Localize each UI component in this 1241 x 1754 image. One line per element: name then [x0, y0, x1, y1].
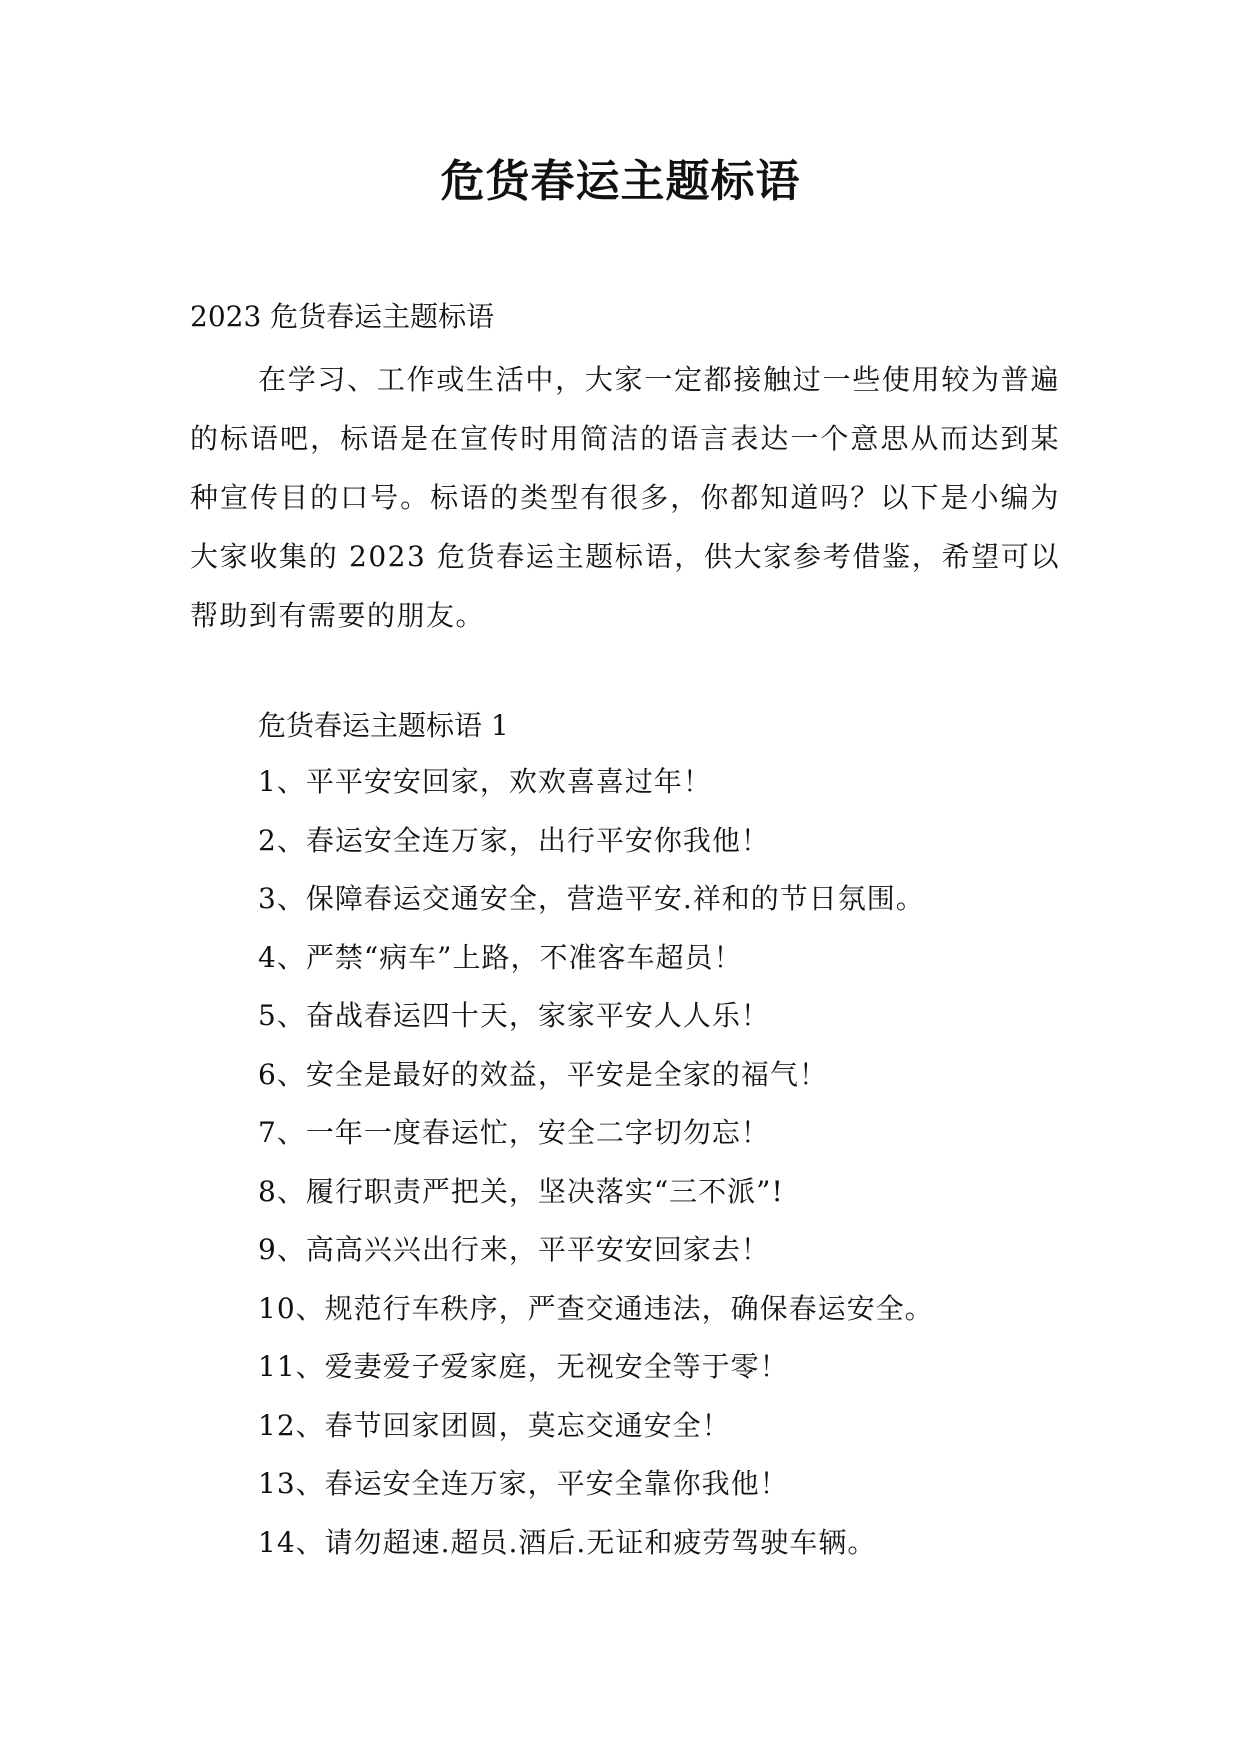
- slogan-item: 10、规范行车秩序，严查交通违法，确保春运安全。: [258, 1291, 934, 1325]
- slogan-list: [258, 758, 934, 1577]
- slogan-item: 4、严禁“病车”上路，不准客车超员！: [258, 940, 743, 974]
- slogan-item: 13、春运安全连万家，平安全靠你我他！: [258, 1467, 789, 1500]
- slogan-item: 5、奋战春运四十天，家家平安人人乐！: [258, 999, 770, 1032]
- slogan-item: 12、春节回家团圆，莫忘交通安全！: [258, 1408, 731, 1442]
- slogan-item: 14、请勿超速.超员.酒后.无证和疲劳驾驶车辆。: [258, 1525, 877, 1559]
- section-heading: 危货春运主题标语 1: [258, 709, 509, 742]
- slogan-item: 3、保障春运交通安全，营造平安.祥和的节日氛围。: [258, 882, 925, 915]
- slogan-item: 1、平平安安回家，欢欢喜喜过年！: [258, 765, 712, 798]
- slogan-item: 2、春运安全连万家，出行平安你我他！: [258, 823, 770, 857]
- slogan-item: 7、一年一度春运忙，安全二字切勿忘！: [258, 1116, 770, 1149]
- slogan-item: 6、安全是最好的效益，平安是全家的福气！: [258, 1057, 828, 1091]
- slogan-item: 9、高高兴兴出行来，平平安安回家去！: [258, 1233, 770, 1266]
- document-subtitle: 2023 危货春运主题标语: [190, 300, 495, 333]
- slogan-item: 8、履行职责严把关，坚决落实“三不派”!: [258, 1174, 784, 1208]
- intro-paragraph: 在学习、工作或生活中，大家一定都接触过一些使用较为普遍的标语吧，标语是在宣传时用简洁的语言表达一个意思从而达到某种宣传目的口号。标语的类型有很多，你都知道吗？以下是小编为大家收集的 2023 危货春运主题标语，供大家参考借鉴，希望可以帮助到有需要的朋友。: [190, 363, 1060, 632]
- slogan-item: 11、爱妻爱子爱家庭，无视安全等于零！: [258, 1350, 789, 1383]
- document-title: 危货春运主题标语: [440, 156, 801, 207]
